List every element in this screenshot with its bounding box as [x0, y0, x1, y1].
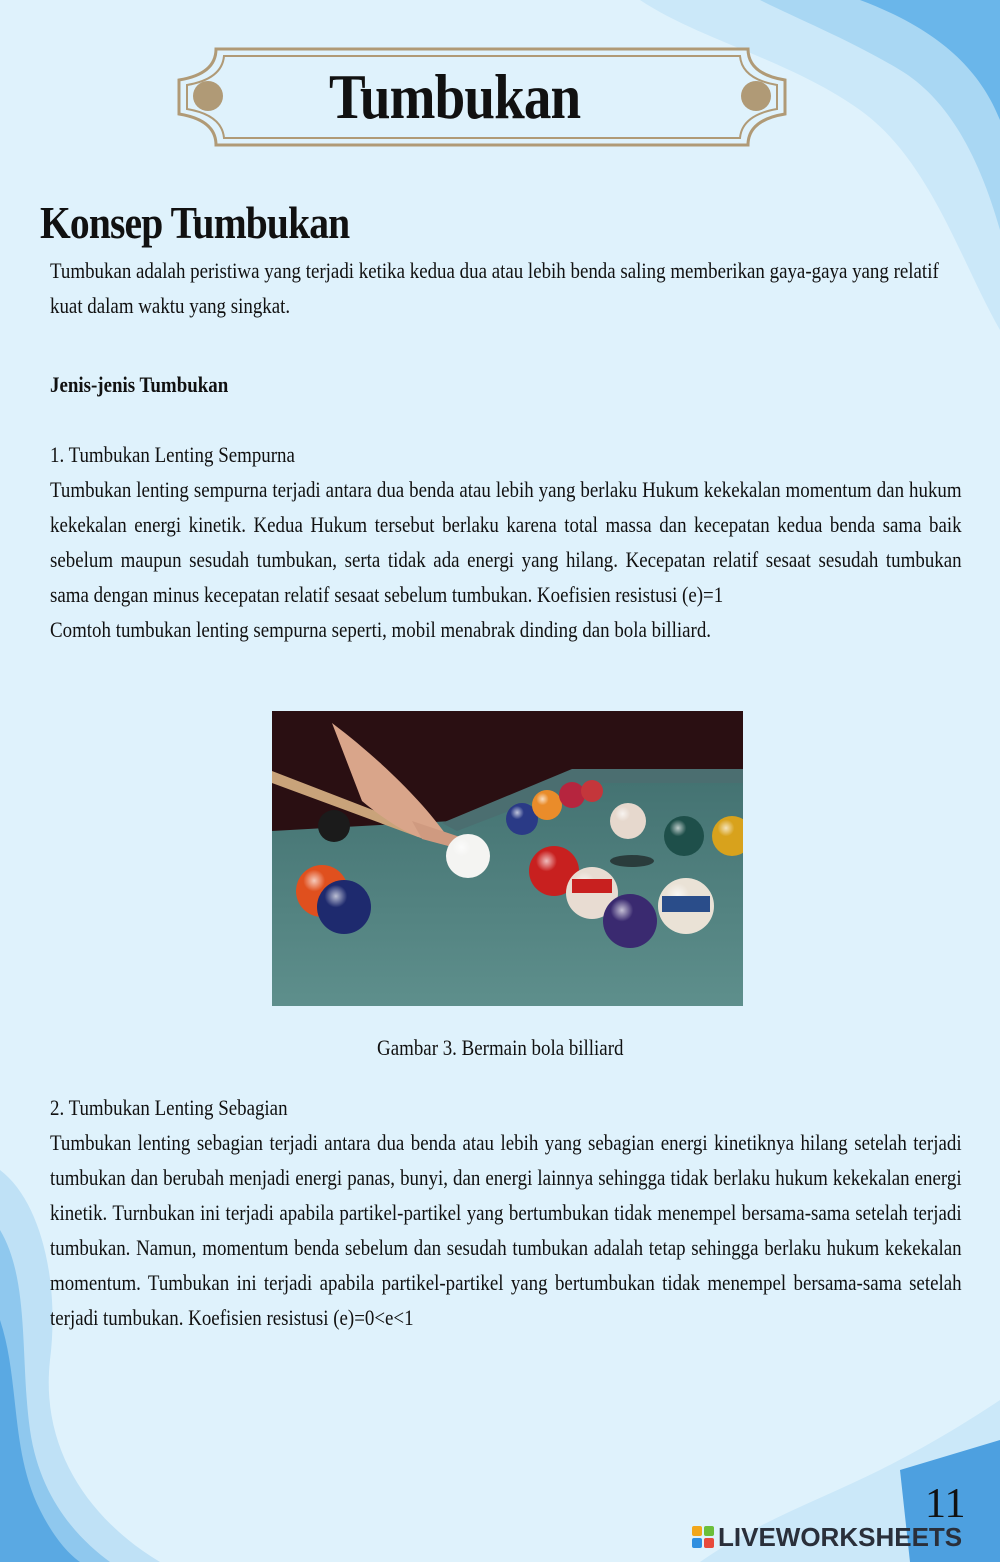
section-1 — [50, 437, 962, 647]
section-2-body: Tumbukan lenting sebagian terjadi antara dua benda atau lebih yang sebagian energi kinetiknya hilang setelah terjadi tumbukan dan berubah menjadi energi panas, bunyi, dan energi lainnya sehingga tidak berlaku hukum kekekalan energi kinetik. Turnbukan ini terjadi apabila partikel-partikel yang bertumbukan tidak menempel bersama-sama setelah terjadi tumbukan. Namun, momentum benda sebelum dan sesudah tumbukan adalah tetap sehingga berlaku hukum kekekalan momentum. Tumbukan ini terjadi apabila partikel-partikel yang bertumbukan tidak menempel bersama-sama setelah terjadi tumbukan. Koefisien resistusi (e)=0<e<1 — [50, 1130, 962, 1330]
intro-block — [50, 253, 962, 323]
section-2-title: 2. Tumbukan Lenting Sebagian — [50, 1095, 288, 1120]
figure-caption — [0, 1031, 1000, 1065]
section-heading: Konsep Tumbukan — [40, 197, 350, 248]
section-2 — [50, 1090, 962, 1335]
types-subheading: Jenis-jenis Tumbukan — [50, 372, 229, 397]
figure-caption-text: Gambar 3. Bermain bola billiard — [376, 1035, 624, 1060]
section-1-body: Tumbukan lenting sempurna terjadi antara dua benda atau lebih yang berlaku Hukum kekekalan momentum dan hukum kekekalan energi kinetik. Kedua Hukum tersebut berlaku karena total massa dan kecepatan kedua benda sama baik sebelum maupun sesudah tumbukan, serta tidak ada energi yang hilang. Kecepatan relatif sesaat sesudah tumbukan sama dengan minus kecepatan relatif sesaat sebelum tumbukan. Koefisien resistusi (e)=1 — [50, 477, 962, 607]
billiard-photo — [272, 711, 743, 1006]
liveworksheets-text: LIVEWORKSHEETS — [718, 1521, 963, 1552]
subheading-block — [50, 367, 962, 402]
section-1-example: Comtoh tumbukan lenting sempurna seperti, mobil menabrak dinding dan bola billiard. — [50, 617, 712, 642]
section-1-title: 1. Tumbukan Lenting Sempurna — [50, 442, 295, 467]
liveworksheets-watermark — [692, 1522, 962, 1552]
page-title: Tumbukan — [329, 61, 581, 132]
intro-paragraph: Tumbukan adalah peristiwa yang terjadi ketika kedua dua atau lebih benda saling memberikan gaya-gaya yang relatif kuat dalam waktu yang singkat. — [50, 258, 939, 318]
page-number: 11 — [925, 1481, 966, 1527]
liveworksheets-logo-icon — [692, 1526, 714, 1548]
